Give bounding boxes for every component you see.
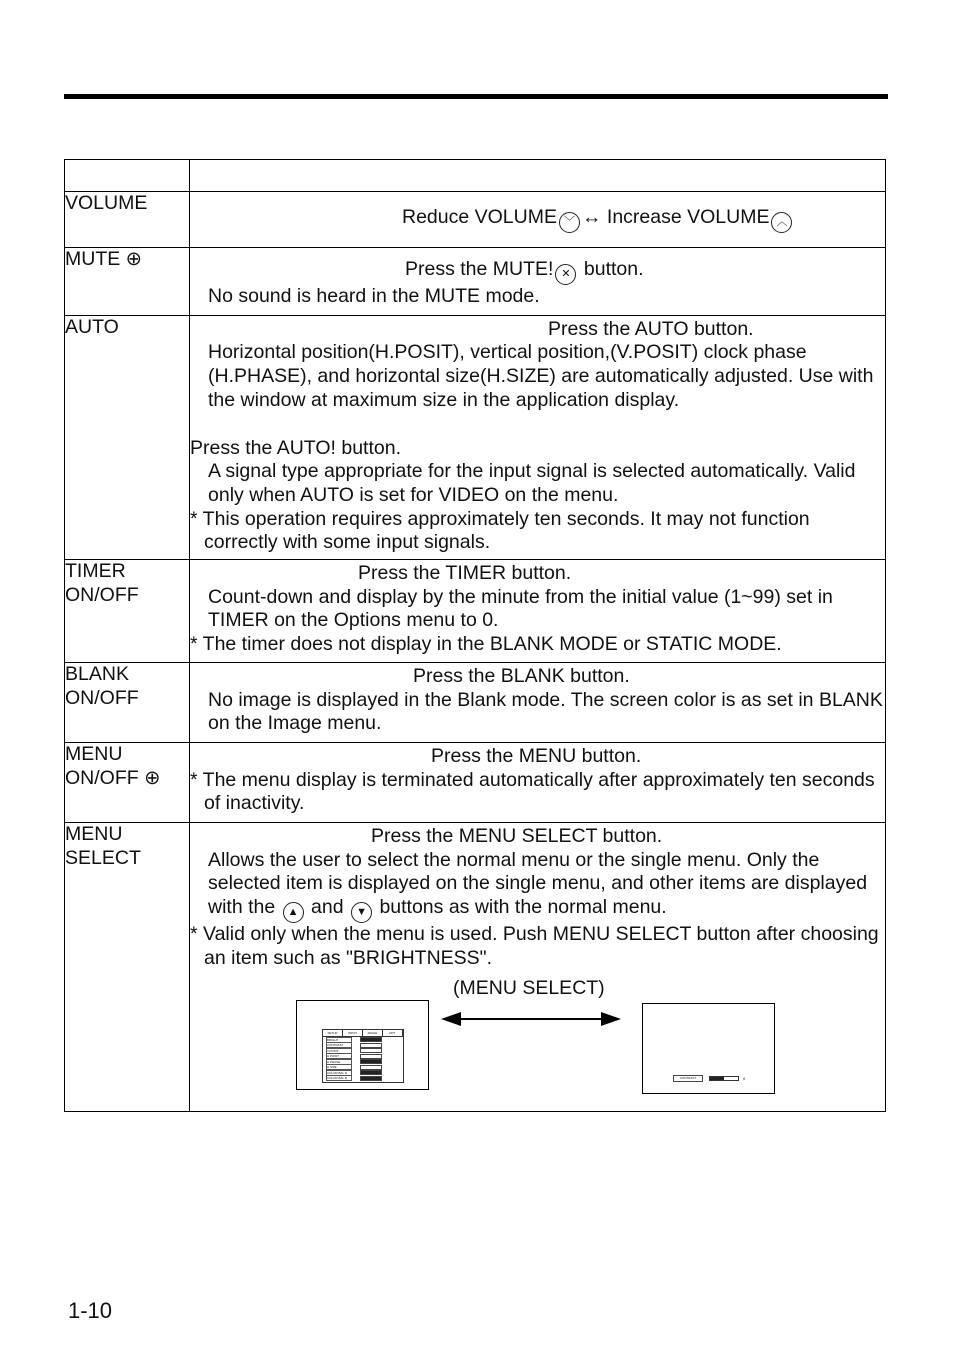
page-number: 1-10 — [68, 1298, 113, 1323]
down-arrow-icon: ▼ — [351, 902, 372, 923]
row-mute — [65, 248, 886, 316]
label-menu-select — [65, 823, 190, 1112]
function-table — [64, 159, 886, 1112]
desc-menu — [190, 742, 886, 822]
desc-blank — [190, 662, 886, 742]
row-menu-select — [65, 823, 886, 1112]
mute-icon: ✕ — [555, 264, 576, 285]
top-rule — [64, 94, 888, 99]
label-volume — [65, 192, 190, 248]
mute-line1-pre: Press the MUTE! — [405, 258, 554, 280]
mini-row-label: H.POSIT — [326, 1053, 352, 1059]
mini-bar — [360, 1059, 382, 1064]
menu-note: * The menu display is terminated automatically after approximately ten seconds of inactivity. — [190, 768, 875, 815]
timer-note: * The timer does not display in the BLANK MODE or STATIC MODE. — [190, 633, 782, 656]
mini-row-label: H.PHASE — [326, 1059, 352, 1065]
desc-mute — [190, 248, 886, 316]
menu-select-line2-post: buttons as with the normal menu. — [379, 896, 667, 919]
row-blank — [65, 662, 886, 742]
header-col1 — [65, 160, 190, 192]
desc-timer — [190, 560, 886, 663]
mini-bar — [360, 1048, 382, 1053]
single-menu-label: CONTRAST — [673, 1075, 703, 1082]
mini-tab: SETUP — [323, 1030, 343, 1036]
mini-row-label: CONTRAST — [326, 1042, 352, 1048]
label-volume-text: VOLUME — [65, 192, 148, 214]
mini-tab: INPUT — [343, 1030, 363, 1036]
timer-line2: Count-down and display by the minute from the initial value (1~99) set in TIMER on the Options menu to 0. — [208, 585, 833, 632]
mute-line1 — [190, 258, 885, 285]
mute-line2: No sound is heard in the MUTE mode. — [208, 285, 540, 307]
label-auto-text: AUTO — [65, 315, 119, 338]
desc-volume — [190, 192, 886, 248]
desc-auto — [190, 315, 886, 559]
mini-bar — [360, 1076, 382, 1081]
menu-select-line2 — [190, 849, 885, 923]
blank-line1: Press the BLANK button. — [413, 664, 630, 687]
mini-tab: IMAGE — [363, 1030, 383, 1036]
mini-row-label: COLOR BAL R — [326, 1070, 352, 1076]
mini-row-label: V.POSIT — [326, 1048, 352, 1054]
blank-line2: No image is displayed in the Blank mode. The screen color is as set in BLANK on the Image menu. — [208, 688, 883, 735]
single-menu-thumbnail — [673, 1075, 745, 1082]
auto-note: * This operation requires approximately ten seconds. It may not function correctly with some input signals. — [190, 507, 810, 554]
menu-line1: Press the MENU button. — [431, 744, 642, 767]
single-menu-value: 0 — [743, 1075, 746, 1081]
mute-line1-post: button. — [583, 258, 644, 280]
desc-menu-select — [190, 823, 886, 1112]
label-menu — [65, 742, 190, 822]
menu-select-figure — [190, 971, 885, 1111]
mini-bar — [360, 1037, 382, 1042]
row-menu — [65, 742, 886, 822]
label-blank — [65, 662, 190, 742]
auto-line4: A signal type appropriate for the input signal is selected automatically. Valid only when AUTO is set for VIDEO on the menu. — [208, 460, 856, 506]
label-mute — [65, 248, 190, 316]
menu-select-line1: Press the MENU SELECT button. — [371, 825, 663, 848]
auto-line1: Press the AUTO button. — [548, 317, 754, 340]
volume-down-icon: ﹀ — [559, 212, 580, 233]
label-mute-text: MUTE ⊕ — [65, 248, 143, 270]
normal-menu-thumbnail — [322, 1029, 404, 1083]
auto-gap — [190, 413, 885, 437]
label-timer — [65, 560, 190, 663]
mini-row-label: BRIGHT — [326, 1037, 352, 1043]
menu-select-caption: (MENU SELECT) — [453, 976, 605, 999]
label-blank-1: BLANK — [65, 662, 129, 685]
table-header-row — [65, 160, 886, 192]
up-arrow-icon: ▲ — [283, 902, 304, 923]
auto-line2: Horizontal position(H.POSIT), vertical position,(V.POSIT) clock phase (H.PHASE), and horizontal size(H.SIZE) are automatically adjusted. Use with the window at maximum size in the application display. — [208, 341, 874, 411]
menu-select-and: and — [311, 896, 344, 919]
mini-row — [323, 1076, 403, 1081]
single-menu-screen — [642, 1003, 775, 1094]
label-timer-2: ON/OFF — [65, 583, 139, 606]
menu-select-note: * Valid only when the menu is used. Push MENU SELECT button after choosing an item such as "BRIGHTNESS". — [190, 923, 879, 969]
mini-bar — [360, 1070, 382, 1075]
label-timer-1: TIMER — [65, 560, 126, 583]
volume-reduce-text: Reduce VOLUME — [402, 206, 557, 228]
header-col2 — [190, 160, 886, 192]
auto-line3: Press the AUTO! button. — [190, 436, 401, 459]
label-menu-select-1: MENU — [65, 823, 123, 846]
row-volume — [65, 192, 886, 248]
volume-increase-text: ↔ Increase VOLUME — [581, 206, 770, 228]
label-menu-select-2: SELECT — [65, 846, 141, 869]
mini-tabs — [323, 1030, 403, 1037]
menu-select-line2-pre: Allows the user to select the normal menu or the single menu. Only the selected item is displayed on the single menu, and other items are displayed with the — [208, 848, 868, 919]
double-arrow-icon — [441, 1008, 621, 1030]
mini-bar — [360, 1054, 382, 1059]
single-menu-bar — [709, 1076, 739, 1081]
mini-row-label: COLOR BAL B — [326, 1075, 352, 1081]
label-auto — [65, 315, 190, 559]
row-auto — [65, 315, 886, 559]
row-timer — [65, 560, 886, 663]
timer-line1: Press the TIMER button. — [358, 562, 572, 585]
mini-bar — [360, 1065, 382, 1070]
mini-bar — [360, 1043, 382, 1048]
label-blank-2: ON/OFF — [65, 686, 139, 709]
label-menu-1: MENU — [65, 742, 123, 765]
normal-menu-screen — [296, 1000, 429, 1090]
label-menu-2: ON/OFF ⊕ — [65, 766, 161, 789]
volume-up-icon: ︿ — [771, 212, 792, 233]
mini-tab: OPT. — [383, 1030, 403, 1036]
mini-row-label: H.SIZE — [326, 1064, 352, 1070]
